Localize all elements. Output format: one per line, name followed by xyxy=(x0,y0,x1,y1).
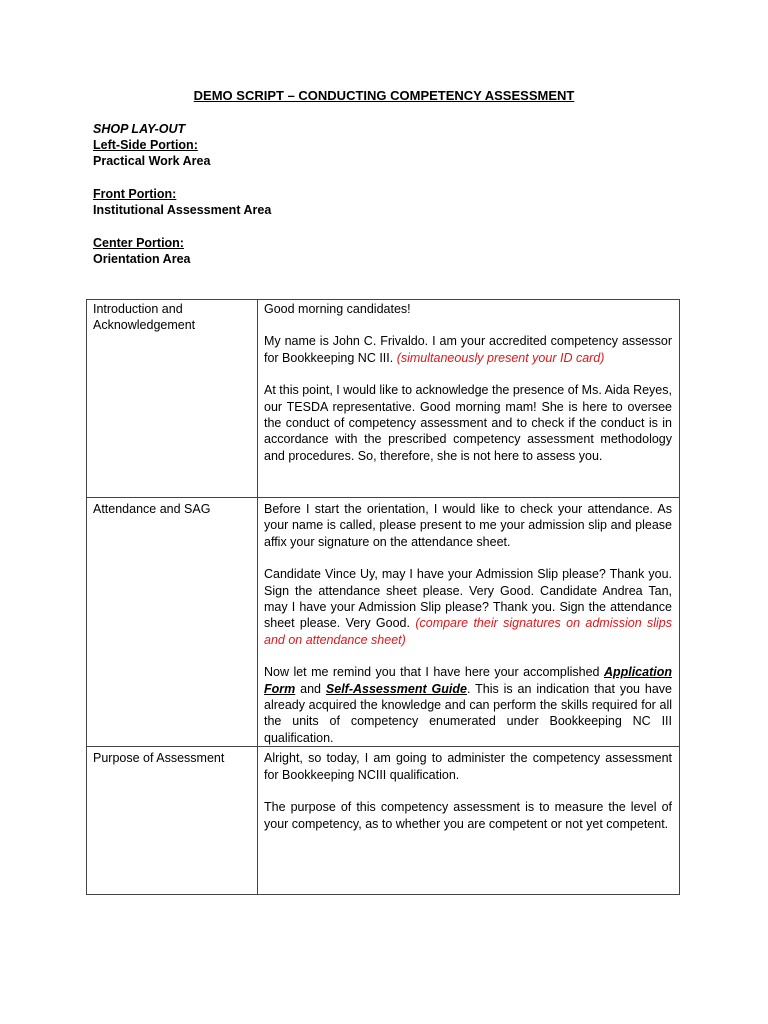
center-portion-value: Orientation Area xyxy=(93,252,191,266)
shop-layout-section xyxy=(93,121,271,284)
row-label: Attendance and SAG xyxy=(87,498,258,747)
row-script xyxy=(258,300,680,498)
script-text: and xyxy=(295,681,326,696)
script-paragraph xyxy=(264,333,672,366)
script-paragraph: Before I start the orientation, I would like to check your attendance. As your name is called, please present to me your admission slip and please affix your signature on the attendance sheet. xyxy=(264,502,672,549)
row-script xyxy=(258,498,680,747)
document-title: DEMO SCRIPT – CONDUCTING COMPETENCY ASSESSMENT xyxy=(193,88,575,103)
shop-layout-heading: SHOP LAY-OUT xyxy=(93,122,186,136)
row-label: Introduction and Acknowledgement xyxy=(87,300,258,498)
self-assessment-guide-ref: Self-Assessment Guide xyxy=(325,681,467,696)
stage-direction: (simultaneously present your ID card) xyxy=(396,350,605,365)
script-text: Candidate Vince Uy, may I have your Admission Slip please? Thank you. Sign the attendance sheet please. Very Good. Candidate Andrea Tan, may I have your Admission Slip please? Thank you. Sign the attendance sheet please. Very Good. xyxy=(264,567,672,631)
script-text: My name is John C. Frivaldo. I am your accredited competency assessor for Bookkeeping NC III. xyxy=(264,334,672,365)
stage-direction: (compare their signatures on admission slips and on attendance sheet) xyxy=(264,616,673,647)
script-paragraph xyxy=(264,664,672,746)
script-text: . This is an indication that you have already acquired the knowledge and can perform the skills required for all the units of competency enumerated under Bookkeeping NC III qualification. xyxy=(264,681,672,745)
front-portion-value: Institutional Assessment Area xyxy=(93,203,272,217)
script-paragraph: Alright, so today, I am going to administer the competency assessment for Bookkeeping NCIII qualification. xyxy=(264,751,672,782)
script-paragraph: Good morning candidates! xyxy=(264,302,411,316)
script-table xyxy=(86,299,680,895)
table-row xyxy=(87,300,680,498)
front-portion-label: Front Portion: xyxy=(93,187,177,201)
script-paragraph xyxy=(264,566,672,648)
script-text: Now let me remind you that I have here your accomplished xyxy=(264,665,604,680)
left-portion-value: Practical Work Area xyxy=(93,154,211,168)
script-paragraph: The purpose of this competency assessment is to measure the level of your competency, as to whether you are competent or not yet competent. xyxy=(264,800,672,831)
application-form-ref: Application Form xyxy=(264,665,672,696)
center-portion-label: Center Portion: xyxy=(93,236,184,250)
row-label: Purpose of Assessment xyxy=(87,747,258,895)
left-portion-label: Left-Side Portion: xyxy=(93,138,198,152)
table-row xyxy=(87,747,680,895)
row-script xyxy=(258,747,680,895)
script-paragraph: At this point, I would like to acknowledge the presence of Ms. Aida Reyes, our TESDA representative. Good morning mam! She is here to oversee the conduct of competency assessment and to check if the conduct is in accordance with the prescribed competency assessment methodology and procedures. So, therefore, she is not here to assess you. xyxy=(264,383,672,463)
table-row xyxy=(87,498,680,747)
